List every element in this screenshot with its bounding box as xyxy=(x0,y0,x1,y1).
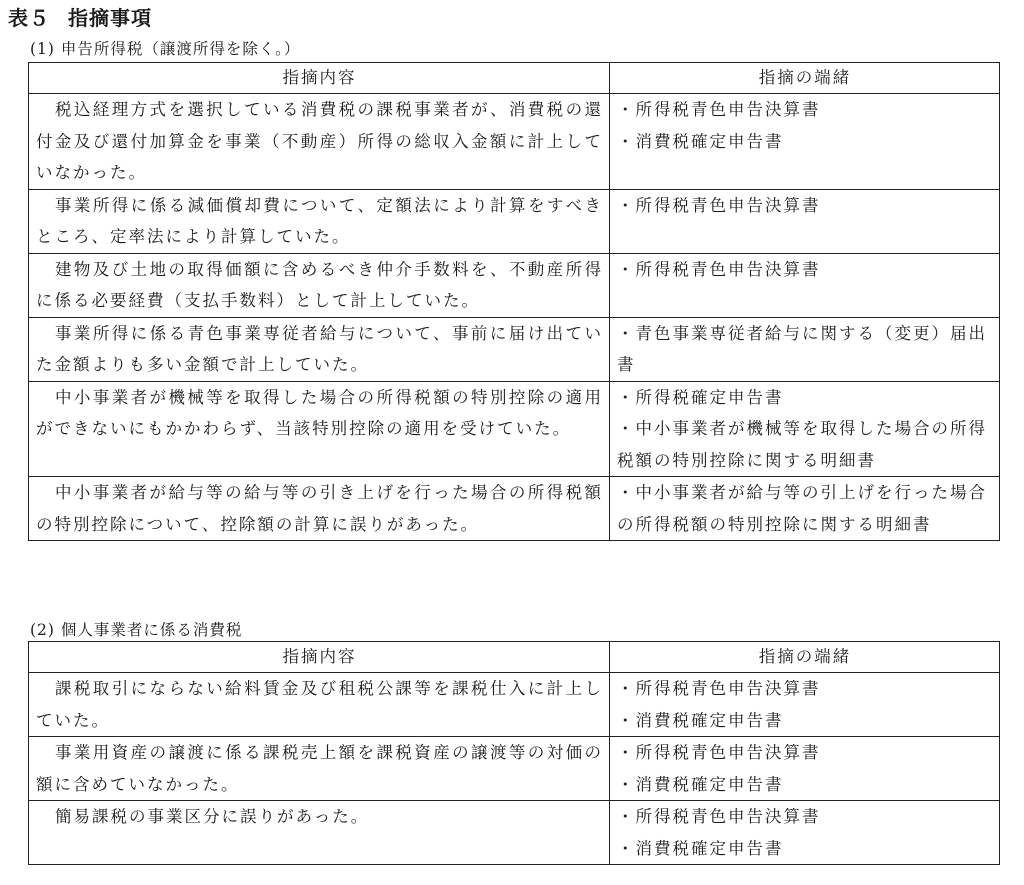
finding-source-cell xyxy=(610,737,1000,801)
source-document: ・青色事業専従者給与に関する（変更）届出書 xyxy=(617,323,987,374)
table-row xyxy=(29,189,1000,253)
income-tax-findings-table xyxy=(28,62,1000,541)
source-document: ・所得税青色申告決算書 xyxy=(617,679,821,698)
finding-source-cell xyxy=(610,253,1000,317)
table-header-row xyxy=(29,63,1000,94)
source-document: ・消費税確定申告書 xyxy=(617,838,784,858)
finding-text: 税込経理方式を選択している消費税の課税事業者が、消費税の還付金及び還付加算金を事業（不動産）所得の総収入金額に計上していなかった。 xyxy=(29,94,610,190)
consumption-tax-findings-table xyxy=(28,641,1000,865)
source-document: ・所得税確定申告書 xyxy=(617,387,784,407)
source-document: ・所得税青色申告決算書 xyxy=(617,743,821,762)
section-heading-consumption-tax: (2) 個人事業者に係る消費税 xyxy=(30,621,243,639)
table-number: 表５ xyxy=(8,6,50,30)
page-title xyxy=(8,2,152,31)
source-document: ・消費税確定申告書 xyxy=(617,710,784,730)
finding-source-cell xyxy=(610,317,1000,381)
column-header-finding: 指摘内容 xyxy=(29,642,610,673)
source-document: ・消費税確定申告書 xyxy=(617,131,784,151)
source-document: ・所得税青色申告決算書 xyxy=(617,259,821,279)
finding-text: 課税取引にならない給料賃金及び租税公課等を課税仕入に計上していた。 xyxy=(29,673,610,737)
finding-text: 簡易課税の事業区分に誤りがあった。 xyxy=(29,801,610,865)
table-header-row xyxy=(29,642,1000,673)
table-row xyxy=(29,477,1000,541)
finding-source-cell xyxy=(610,673,1000,737)
finding-text: 事業所得に係る減価償却費について、定額法により計算をすべきところ、定率法により計算していた。 xyxy=(29,189,610,253)
column-header-finding: 指摘内容 xyxy=(29,63,610,94)
finding-text: 事業用資産の譲渡に係る課税売上額を課税資産の譲渡等の対価の額に含めていなかった。 xyxy=(29,737,610,801)
table-row xyxy=(29,737,1000,801)
finding-source-cell xyxy=(610,381,1000,477)
finding-text: 事業所得に係る青色事業専従者給与について、事前に届け出ていた金額よりも多い金額で計上していた。 xyxy=(29,317,610,381)
table-row xyxy=(29,94,1000,190)
table-row xyxy=(29,801,1000,865)
finding-text: 中小事業者が機械等を取得した場合の所得税額の特別控除の適用ができないにもかかわらず、当該特別控除の適用を受けていた。 xyxy=(29,381,610,477)
column-header-source: 指摘の端緒 xyxy=(610,63,1000,94)
column-header-source: 指摘の端緒 xyxy=(610,642,1000,673)
finding-source-cell xyxy=(610,189,1000,253)
source-document: ・中小事業者が給与等の引上げを行った場合の所得税額の特別控除に関する明細書 xyxy=(617,483,987,534)
table-row xyxy=(29,381,1000,477)
source-document: ・所得税青色申告決算書 xyxy=(617,807,821,826)
table-row xyxy=(29,253,1000,317)
source-document: ・消費税確定申告書 xyxy=(617,774,784,794)
finding-text: 建物及び土地の取得価額に含めるべき仲介手数料を、不動産所得に係る必要経費（支払手数料）として計上していた。 xyxy=(29,253,610,317)
finding-text: 中小事業者が給与等の給与等の引き上げを行った場合の所得税額の特別控除について、控除額の計算に誤りがあった。 xyxy=(29,477,610,541)
finding-source-cell xyxy=(610,477,1000,541)
source-document: ・所得税青色申告決算書 xyxy=(617,100,821,119)
source-document: ・中小事業者が機械等を取得した場合の所得税額の特別控除に関する明細書 xyxy=(617,419,987,470)
table-row xyxy=(29,673,1000,737)
finding-source-cell xyxy=(610,801,1000,865)
section-heading-income-tax: (1) 申告所得税（譲渡所得を除く。） xyxy=(30,40,301,58)
finding-source-cell xyxy=(610,94,1000,190)
source-document: ・所得税青色申告決算書 xyxy=(617,195,821,215)
table-title-text: 指摘事項 xyxy=(68,6,152,30)
table-row xyxy=(29,317,1000,381)
